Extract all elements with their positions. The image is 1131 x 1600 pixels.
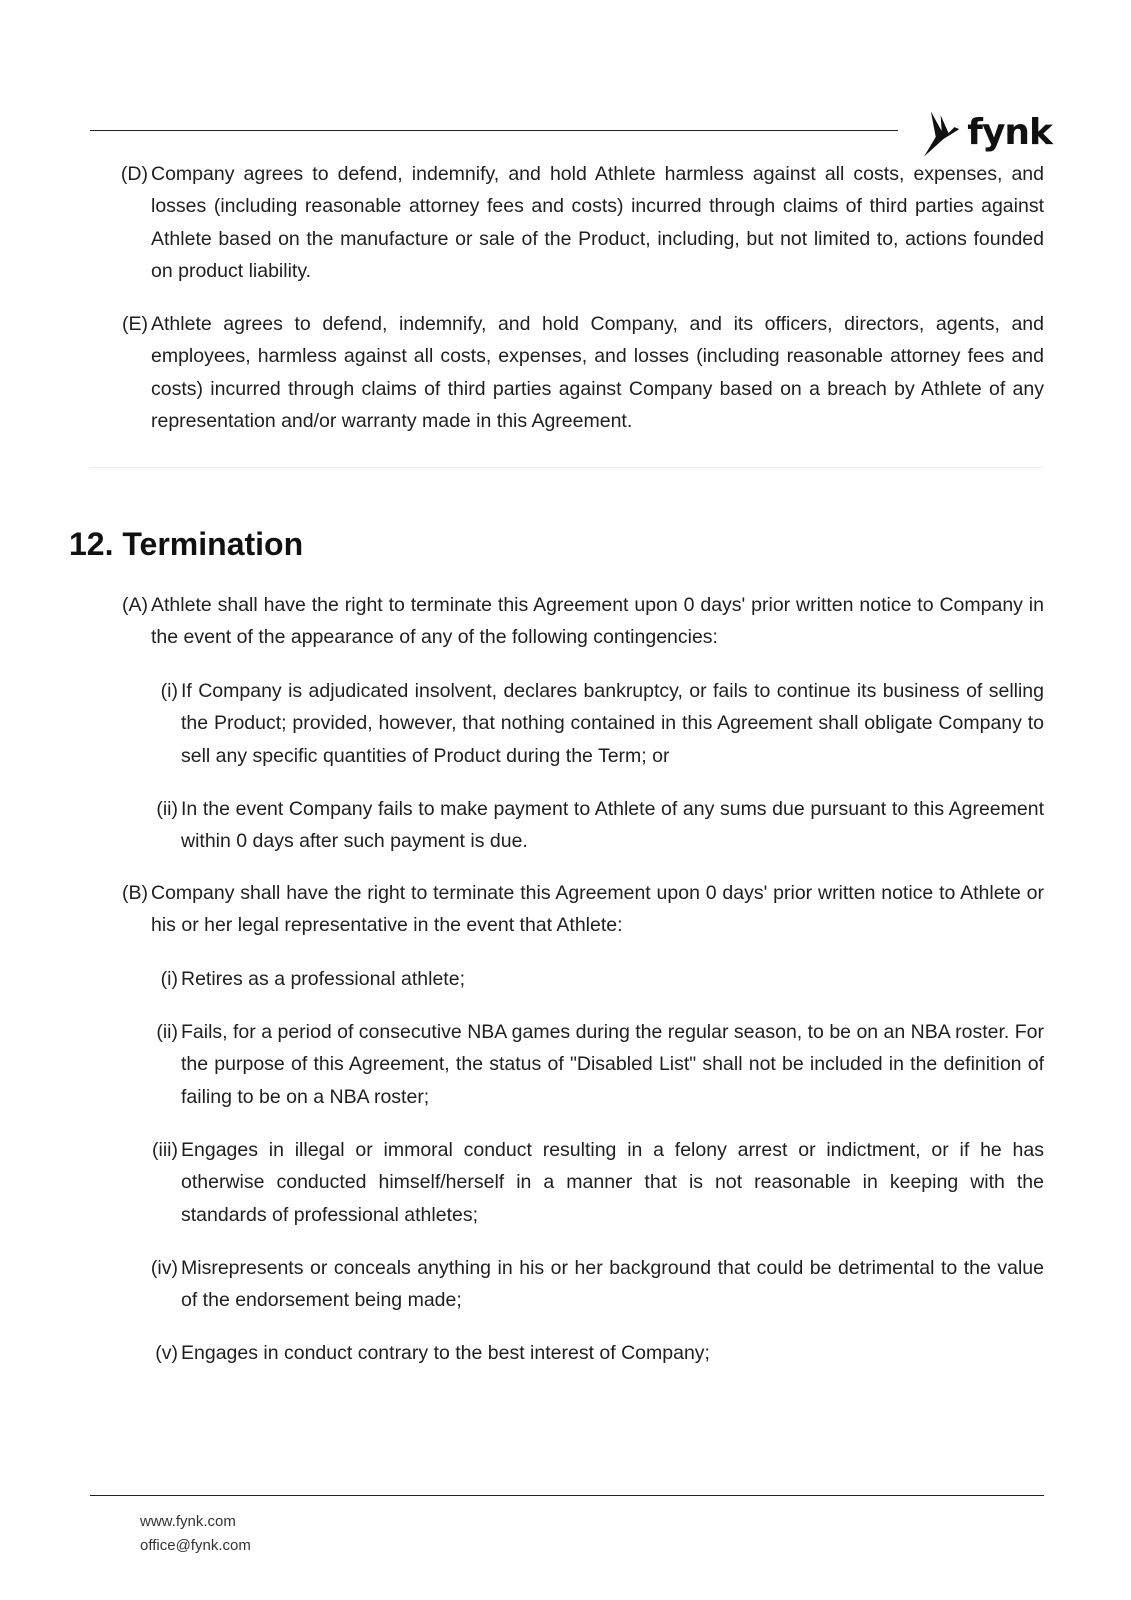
brand-logo (922, 105, 1052, 160)
subclause-label: (iv) (150, 1257, 178, 1279)
section-title: 12. Termination (69, 526, 304, 562)
clause-label: (A) (122, 594, 148, 616)
subclause-a-ii (156, 793, 1044, 858)
clause-text: Company shall have the right to terminate this Agreement upon 0 days' prior written notice to Athlete or his or her legal representative in the event that Athlete: (151, 882, 1044, 937)
subclause-text: If Company is adjudicated insolvent, declares bankruptcy, or fails to continue its business of selling the Product; provided, however, that nothing contained in this Agreement shall obligate Company to sell any specific quantities of Product during the Term; or (181, 680, 1044, 767)
subclause-text: In the event Company fails to make payment to Athlete of any sums due pursuant to this Agreement within 0 days after such payment is due. (181, 798, 1044, 853)
clause-label: (D) (120, 163, 148, 185)
footer-rule (90, 1495, 1044, 1496)
subclause-text: Retires as a professional athlete; (181, 968, 465, 990)
clause-label: (B) (122, 882, 148, 904)
subclause-label: (ii) (156, 1021, 178, 1043)
clause-b (122, 877, 1044, 942)
subclause-b-v (155, 1337, 1044, 1369)
subclause-label: (i) (160, 680, 178, 702)
section-divider (90, 467, 1044, 468)
subclause-label: (v) (155, 1342, 178, 1364)
subclause-label: (i) (160, 968, 178, 990)
subclause-label: (iii) (152, 1139, 178, 1161)
brand-name: fynk (967, 111, 1052, 153)
clause-text: Athlete shall have the right to terminate this Agreement upon 0 days' prior written notice to Company in the event of the appearance of any of the following contingencies: (151, 594, 1044, 649)
subclause-text: Engages in conduct contrary to the best interest of Company; (181, 1342, 710, 1364)
footer-website[interactable]: www.fynk.com (140, 1513, 236, 1530)
subclause-b-i (160, 963, 1044, 995)
fynk-bird-logo-icon (922, 107, 961, 159)
clause-text: Company agrees to defend, indemnify, and hold Athlete harmless against all costs, expenses, and losses (including reasonable attorney fees and costs) incurred through claims of third parties against Athlete based on the manufacture or sale of the Product, including, but not limited to, actions founded on product liability. (151, 163, 1044, 283)
clause-a (122, 589, 1044, 654)
subclause-b-iv (150, 1252, 1044, 1317)
subclause-a-i (160, 675, 1044, 772)
clause-e (122, 308, 1044, 438)
subclause-b-ii (156, 1016, 1044, 1113)
header-rule (90, 130, 898, 131)
subclause-text: Misrepresents or conceals anything in his or her background that could be detrimental to the value of the endorsement being made; (181, 1257, 1044, 1312)
clause-d (120, 158, 1044, 288)
subclause-text: Fails, for a period of consecutive NBA games during the regular season, to be on an NBA roster. For the purpose of this Agreement, the status of "Disabled List" shall not be included in the definition of failing to be on a NBA roster; (181, 1021, 1044, 1108)
clause-text: Athlete agrees to defend, indemnify, and hold Company, and its officers, directors, agents, and employees, harmless against all costs, expenses, and losses (including reasonable attorney fees and costs) incurred through claims of third parties against Company based on a breach by Athlete of any representation and/or warranty made in this Agreement. (151, 313, 1044, 433)
footer-email[interactable]: office@fynk.com (140, 1537, 251, 1554)
subclause-label: (ii) (156, 798, 178, 820)
subclause-b-iii (152, 1134, 1044, 1231)
clause-label: (E) (122, 313, 148, 335)
subclause-text: Engages in illegal or immoral conduct resulting in a felony arrest or indictment, or if he has otherwise conducted himself/herself in a manner that is not reasonable in keeping with the standards of professional athletes; (181, 1139, 1044, 1226)
